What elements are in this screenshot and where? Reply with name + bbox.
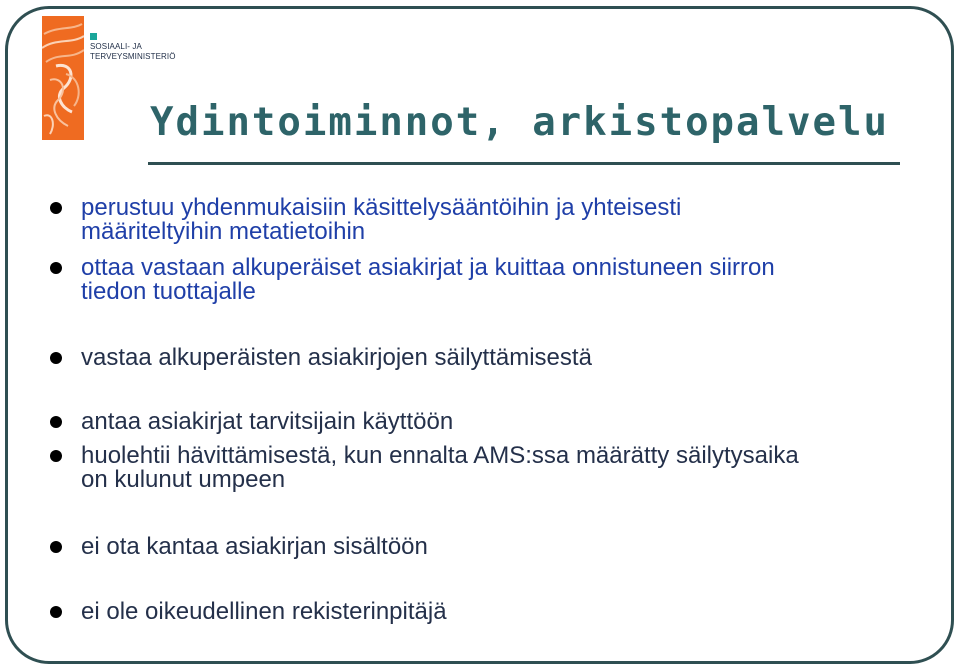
bullet-item <box>81 256 941 304</box>
bullet-line: ei ole oikeudellinen rekisterinpitäjä <box>81 598 447 625</box>
bullet-dot-icon <box>50 606 62 618</box>
slide-title: Ydintoiminnot, arkistopalvelu <box>150 100 889 145</box>
bullet-line: huolehtii hävittämisestä, kun ennalta AMS:ssa määrätty säilytysaika <box>81 442 799 469</box>
bullet-dot-icon <box>50 450 62 462</box>
bullet-line: ei ota kantaa asiakirjan sisältöön <box>81 533 428 560</box>
bullet-line: määriteltyihin metatietoihin <box>81 218 366 245</box>
bullet-line: antaa asiakirjat tarvitsijain käyttöön <box>81 408 454 435</box>
bullet-line: tiedon tuottajalle <box>81 278 256 305</box>
bullet-dot-icon <box>50 541 62 553</box>
bullet-item <box>81 535 941 559</box>
bullet-item <box>81 410 941 434</box>
bullet-item <box>81 600 941 624</box>
bullet-dot-icon <box>50 352 62 364</box>
bullet-dot-icon <box>50 416 62 428</box>
bullet-line: perustuu yhdenmukaisiin käsittelysääntöihin ja yhteisesti <box>81 194 682 221</box>
bullet-item <box>81 346 941 370</box>
bullet-dot-icon <box>50 202 62 214</box>
bullet-line: vastaa alkuperäisten asiakirjojen säilyttämisestä <box>81 344 592 371</box>
bullet-line: ottaa vastaan alkuperäiset asiakirjat ja kuittaa onnistuneen siirron <box>81 254 775 281</box>
bullet-dot-icon <box>50 262 62 274</box>
bullet-line: on kulunut umpeen <box>81 466 286 493</box>
bullet-item <box>81 444 941 492</box>
logo-org-line2: TERVEYSMINISTERIÖ <box>90 52 176 61</box>
logo-org-line1: SOSIAALI- JA <box>90 42 142 51</box>
bullet-item <box>81 196 941 244</box>
